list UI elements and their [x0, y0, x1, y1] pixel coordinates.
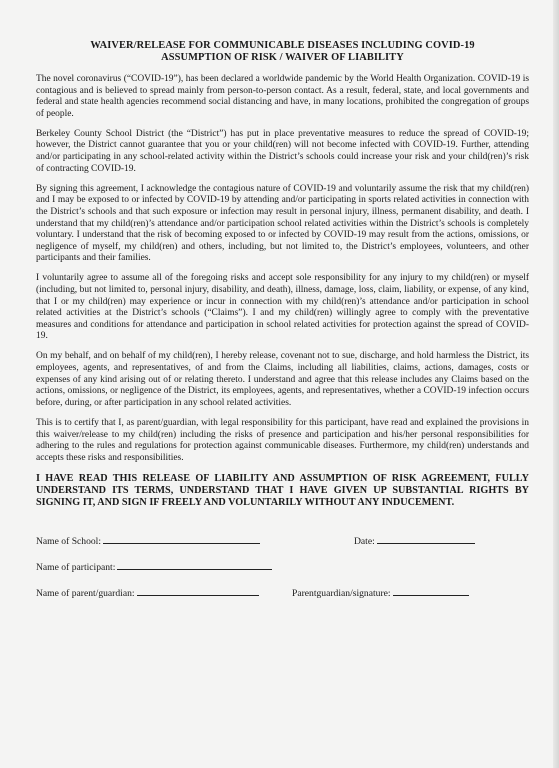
paragraph-district-measures: Berkeley County School District (the “District”) has put in place preventative measures to reduce the spread of COVID-19; however, the District cannot guarantee that you or your child(ren) will not become infected with COVID-19. Further, attending and/or participating in any school-related activity within the District’s schools could increase your risk and your child(ren)’s risk of contracting COVID-19.	[36, 128, 529, 174]
date-label: Date:	[354, 535, 375, 547]
school-field[interactable]	[36, 533, 260, 547]
field-row-school	[36, 533, 529, 559]
date-blank-line[interactable]	[377, 533, 475, 544]
participant-blank-line[interactable]	[117, 559, 272, 570]
guardian-label: Name of parent/guardian:	[36, 587, 135, 599]
signature-label: Parentguardian/signature:	[292, 587, 391, 599]
school-blank-line[interactable]	[103, 533, 260, 544]
school-label: Name of School:	[36, 535, 102, 547]
paragraph-certification: This is to certify that I, as parent/guardian, with legal responsibility for this participant, have read and explained the provisions in this waiver/release to my child(ren) including the risks of presence and participation and his/her personal responsibilities for adhering to the rules and regulations for protection against communicable diseases. Furthermore, my child(ren) understands and accepts these risks and responsibilities.	[36, 417, 529, 463]
paragraph-acknowledge-risk: By signing this agreement, I acknowledge the contagious nature of COVID-19 and voluntarily assume the risk that my child(ren) and I may be exposed to or infected by COVID-19 by attending and/or participating in sports related activities in connection with the District’s schools and that such exposure or infection may result in personal injury, illness, permanent disability, and death. I understand that my child(ren)’s attendance and/or participation school related activities within the District’s schools is completely voluntary. I understand that the risk of becoming exposed to or infected by COVID-19 may result from the actions, omissions, or negligence of myself, my child(ren) and others, including, but not limited to, the District’s employees, volunteers, and other participants and their families.	[36, 183, 529, 264]
signature-field[interactable]	[292, 585, 469, 599]
field-row-guardian	[36, 585, 529, 611]
paragraph-pandemic: The novel coronavirus (“COVID-19”), has been declared a worldwide pandemic by the World Health Organization. COVID-19 is contagious and is believed to spread mainly from person-to-person contact. As a result, federal, state, and local governments and federal and state health agencies recommend social distancing and have, in many locations, prohibited the congregation of groups of people.	[36, 74, 529, 119]
title-line-2: ASSUMPTION OF RISK / WAIVER OF LIABILITY	[161, 52, 404, 63]
paragraph-assume-risk: I voluntarily agree to assume all of the foregoing risks and accept sole responsibility for any injury to my child(ren) or myself (including, but not limited to, personal injury, disability, and death), illness, damage, loss, claim, liability, or expense, of any kind, that I or my child(ren) may experience or incur in connection with my child(ren)’s attendance and/or participation in school related activities at the District’s schools (“Claims”). I and my child(ren) willingly agree to comply with the preventative measures and conditions for attendance and participation in school related activities for protection against the spread of COVID-19.	[36, 273, 529, 342]
page-edge-shadow	[553, 0, 559, 768]
participant-label: Name of participant:	[36, 561, 116, 573]
participant-field[interactable]	[36, 559, 272, 573]
signature-blank-line[interactable]	[393, 585, 469, 596]
acknowledgement-statement: I HAVE READ THIS RELEASE OF LIABILITY AND ASSUMPTION OF RISK AGREEMENT, FULLY UNDERSTAND ITS TERMS, UNDERSTAND THAT I HAVE GIVEN UP SUBSTANTIAL RIGHTS BY SIGNING IT, AND SIGN IF FREELY AND VOLUNTARILY WITHOUT ANY INDUCEMENT.	[36, 472, 529, 508]
guardian-blank-line[interactable]	[137, 585, 259, 596]
document-title	[36, 40, 529, 64]
title-line-1: WAIVER/RELEASE FOR COMMUNICABLE DISEASES INCLUDING COVID-19	[90, 40, 475, 51]
paragraph-release: On my behalf, and on behalf of my child(ren), I hereby release, covenant not to sue, discharge, and hold harmless the District, its employees, agents, and representatives, of and from the Claims, including all liabilities, claims, actions, damages, costs or expenses of any kind arising out of or relating thereto. I understand and agree that this release includes any Claims based on the actions, omissions, or negligence of the District, its employees, agents, and representatives, whether a COVID-19 infection occurs before, during, or after participation in any school related activities.	[36, 351, 529, 408]
guardian-field[interactable]	[36, 585, 259, 599]
date-field[interactable]	[354, 533, 475, 547]
field-row-participant	[36, 559, 529, 585]
